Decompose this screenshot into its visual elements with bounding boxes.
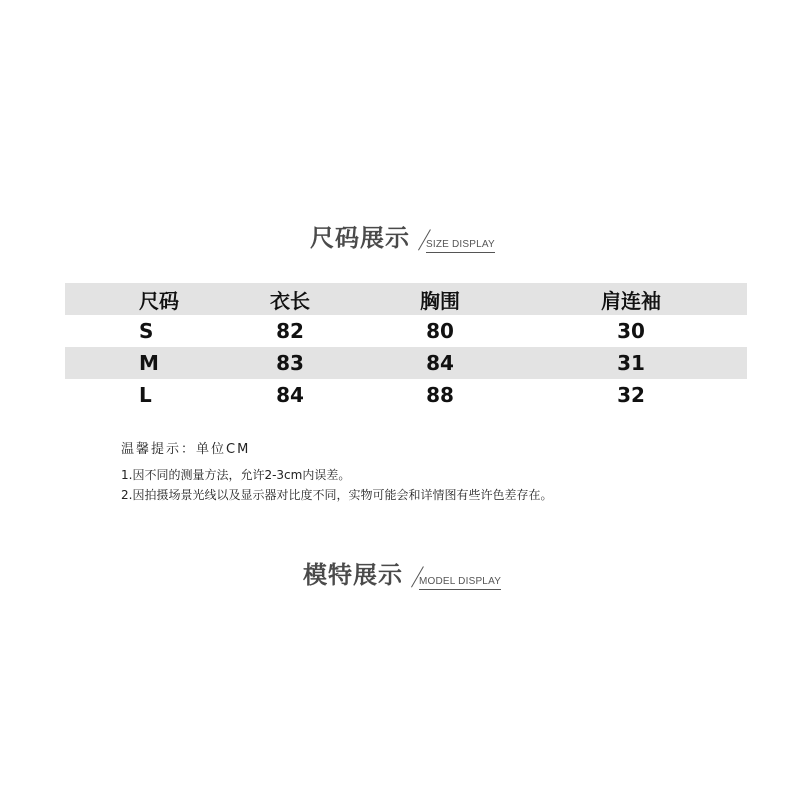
row-length-value: 82	[276, 319, 304, 343]
table-header-row	[65, 283, 747, 315]
size-notes	[121, 438, 761, 505]
size-display-title-cn: 尺码展示	[310, 224, 410, 252]
table-row	[65, 315, 747, 347]
row-length-value: 84	[276, 383, 304, 407]
slash-divider-icon	[405, 565, 419, 587]
header-size: 尺码	[65, 283, 215, 315]
row-sleeve-value: 30	[617, 319, 645, 343]
row-chest-value: 84	[365, 347, 515, 379]
notes-line-1: 1.因不同的测量方法，允许2-3cm内误差。	[121, 468, 351, 482]
model-display-title-cn: 模特展示	[303, 561, 403, 589]
size-chart-table	[65, 283, 747, 411]
table-row	[65, 379, 747, 411]
header-sleeve: 肩连袖	[515, 283, 747, 315]
row-size-label: L	[139, 383, 152, 407]
row-size-label: M	[65, 347, 215, 379]
row-sleeve-value: 31	[515, 347, 747, 379]
size-display-heading	[310, 226, 495, 250]
model-display-heading	[303, 563, 501, 587]
row-chest-value: 80	[426, 319, 454, 343]
size-display-title-en: SIZE DISPLAY	[426, 240, 495, 253]
slash-divider-icon	[412, 228, 426, 250]
row-length-value: 83	[215, 347, 365, 379]
header-chest: 胸围	[365, 283, 515, 315]
header-length: 衣长	[215, 283, 365, 315]
notes-line-2: 2.因拍摄场景光线以及显示器对比度不同，实物可能会和详情图有些许色差存在。	[121, 488, 553, 502]
notes-title: 温馨提示：单位CM	[121, 442, 251, 457]
table-row	[65, 347, 747, 379]
model-display-title-en: MODEL DISPLAY	[419, 577, 501, 590]
row-size-label: S	[139, 319, 154, 343]
row-chest-value: 88	[426, 383, 454, 407]
row-sleeve-value: 32	[617, 383, 645, 407]
